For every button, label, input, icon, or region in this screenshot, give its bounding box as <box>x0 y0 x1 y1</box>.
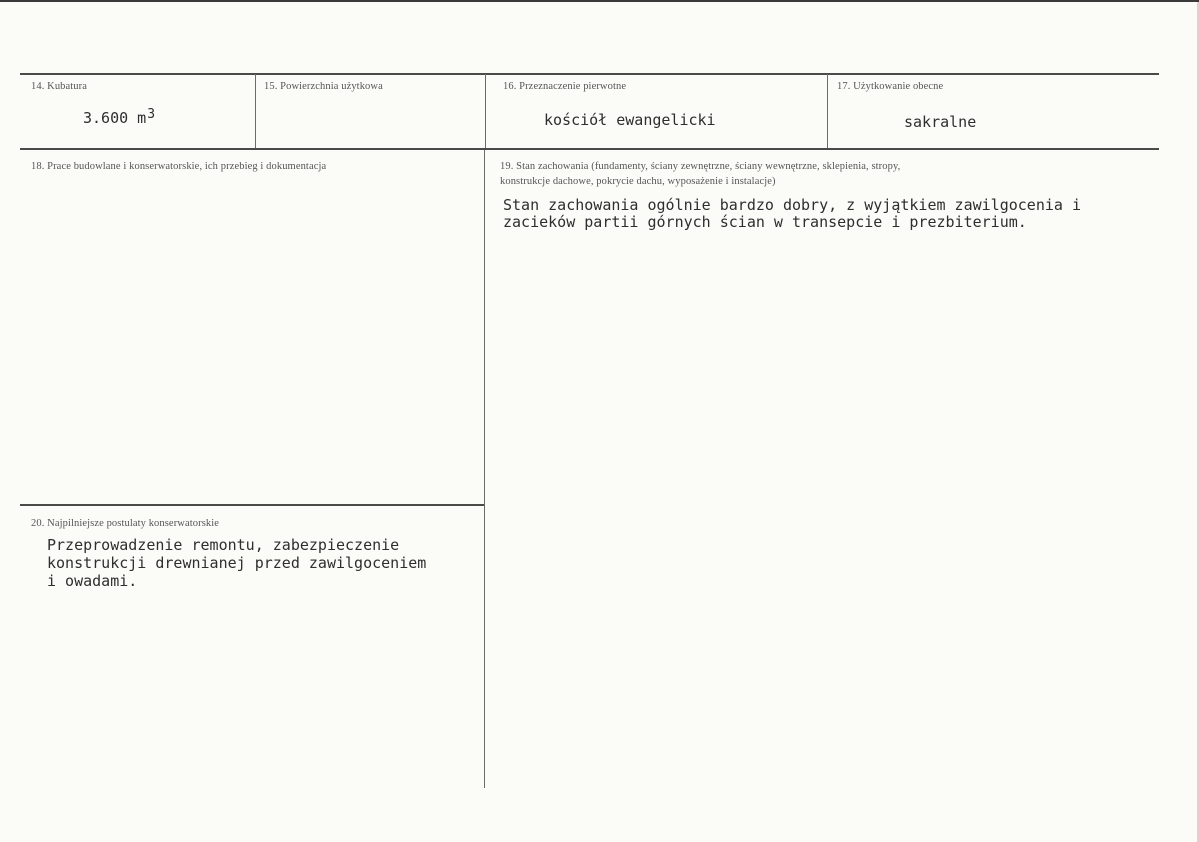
field-14-value <box>83 109 155 127</box>
field-17-label: 17. Użytkowanie obecne <box>837 81 944 92</box>
field-20-value-line3: i owadami. <box>47 572 138 590</box>
field-14-label: 14. Kubatura <box>31 81 88 92</box>
field-16-value: kościół ewangelicki <box>544 111 716 129</box>
field-16-label: 16. Przeznaczenie pierwotne <box>503 81 627 92</box>
field-19-label-line1: 19. Stan zachowania (fundamenty, ściany zewnętrzne, ściany wewnętrzne, sklepienia, stropy, <box>500 161 901 172</box>
divider-15-16 <box>485 74 486 148</box>
field-19-value-line1: Stan zachowania ogólnie bardzo dobry, z wyjątkiem zawilgocenia i <box>503 196 1081 214</box>
field-17-value: sakralne <box>904 113 977 131</box>
cubature-exponent: 3 <box>147 107 156 122</box>
top-rule <box>20 73 1159 75</box>
field-20-value-line1: Przeprowadzenie remontu, zabezpieczenie <box>47 536 400 554</box>
field-20-label: 20. Najpilniejsze postulaty konserwatorskie <box>31 518 220 529</box>
field-19-value-line2: zacieków partii górnych ścian w transepcie i prezbiterium. <box>503 213 1027 231</box>
section18-bottom-rule <box>20 504 484 506</box>
field-15-label: 15. Powierzchnia użytkowa <box>264 81 383 92</box>
row1-bottom-rule <box>20 148 1159 150</box>
divider-14-15 <box>255 74 256 148</box>
divider-left-right <box>484 150 485 788</box>
field-19-label-line2: konstrukcje dachowe, pokrycie dachu, wyposażenie i instalacje) <box>500 176 776 187</box>
field-18-label: 18. Prace budowlane i konserwatorskie, ich przebieg i dokumentacja <box>31 161 327 172</box>
field-20-value-line2: konstrukcji drewnianej przed zawilgoceniem <box>47 554 427 572</box>
divider-16-17 <box>827 74 828 148</box>
cubature-value: 3.600 m <box>83 109 147 127</box>
